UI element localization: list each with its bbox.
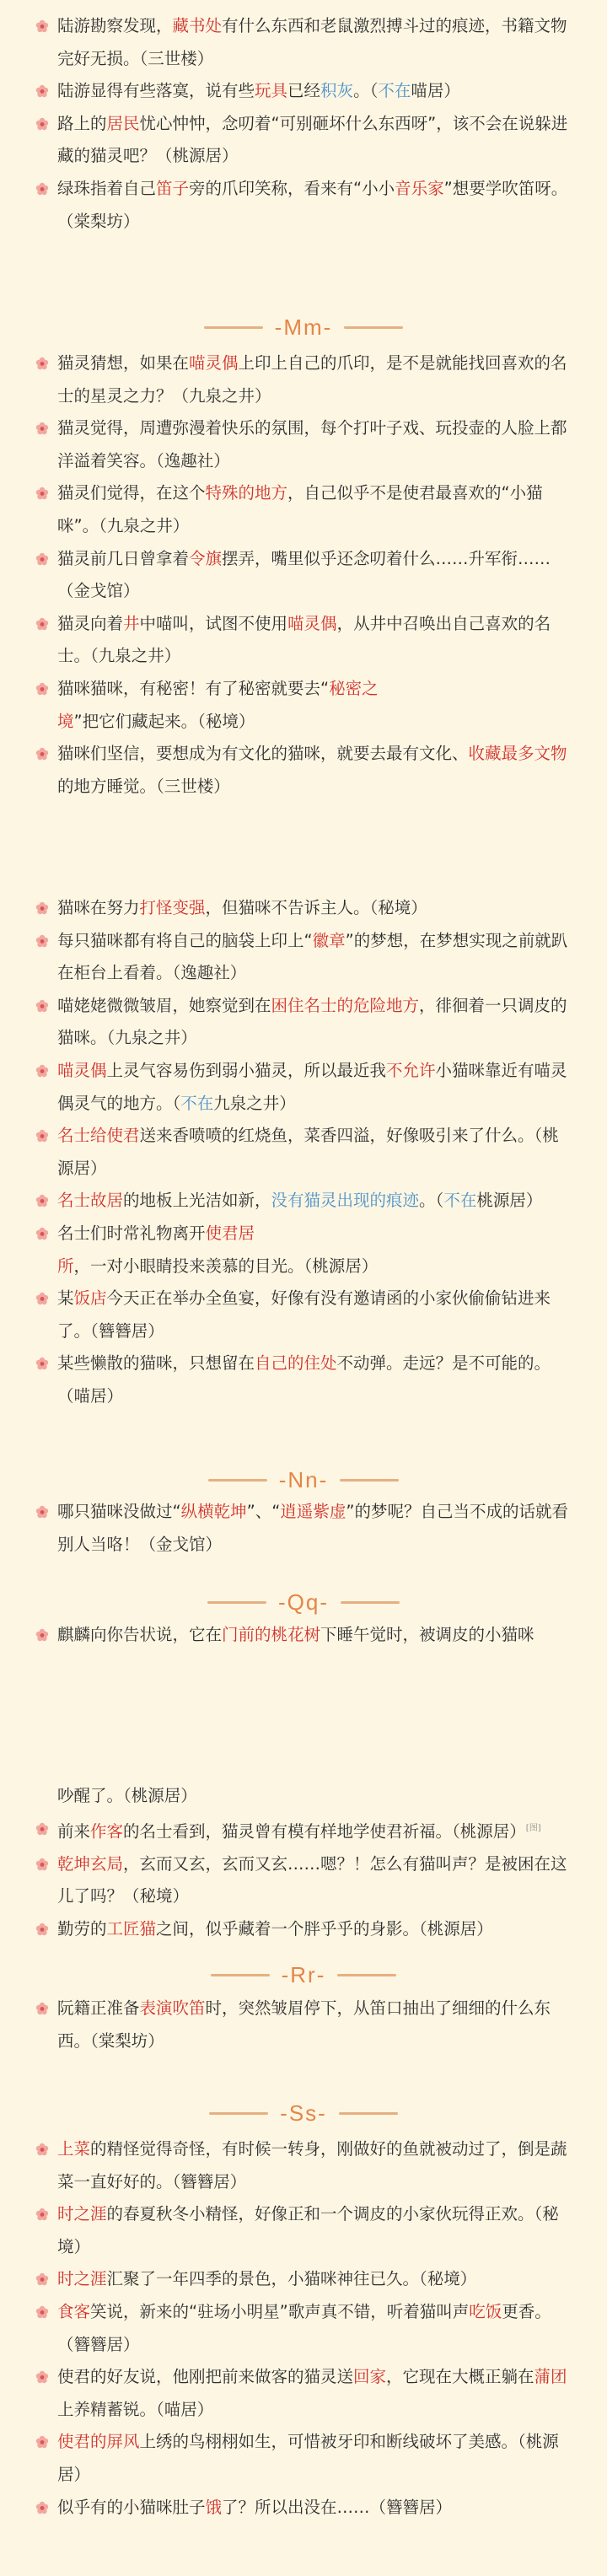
divider-line-left xyxy=(207,1601,266,1604)
entry-text: 有什么东西和老鼠激烈搏斗过的痕迹，书籍文物完好无损。（三世楼） xyxy=(57,16,567,68)
highlight-text: 喵灵偶 xyxy=(287,613,337,633)
flower-bullet-icon xyxy=(35,2305,49,2319)
flower-bullet-icon xyxy=(35,2501,49,2514)
entry-text: ，但猫咪不告诉主人。（秘境） xyxy=(205,898,427,917)
entry-text: 汇聚了一年四季的景色，小猫咪神往已久。（秘境） xyxy=(106,2269,477,2289)
list-item xyxy=(57,75,573,108)
highlight-text: 上菜 xyxy=(57,2139,91,2159)
entry-text: ，徘徊着一只调皮的猫咪。（九泉之井） xyxy=(57,995,567,1048)
entry-text: 中喵叫，试图不使用 xyxy=(139,613,288,633)
highlight-text: 居民 xyxy=(106,113,140,133)
entry-text: 已经 xyxy=(287,81,321,101)
entry-text: ，玄而又玄，玄而又玄……嗯？！怎么有猫叫声？是被困在这儿了吗？（秘境） xyxy=(57,1853,567,1906)
list-item xyxy=(57,1813,573,1848)
list-item xyxy=(57,1993,573,2057)
highlight-text: 井 xyxy=(123,613,140,633)
section-letter: -Ss- xyxy=(280,2100,327,2126)
entry-text: 阮籍正准备 xyxy=(57,1998,140,2018)
list-item xyxy=(57,173,573,238)
list-item xyxy=(57,925,573,990)
entry-text: 之间，似乎藏着一个胖乎乎的身影。（桃源居） xyxy=(156,1918,493,1939)
entry-text: 猫灵觉得，周遭弥漫着快乐的氛围，每个打叶子戏、玩投壶的人脸上都洋溢着笑容。（逸趣社） xyxy=(57,418,567,471)
highlight-text: 不允许 xyxy=(386,1060,436,1080)
entry-text: 上灵气容易伤到弱小猫灵，所以最近我 xyxy=(106,1060,387,1080)
list-item xyxy=(57,1120,573,1185)
entry-text: 九泉之井） xyxy=(213,1093,296,1113)
divider-line-right xyxy=(341,1601,400,1604)
flower-bullet-icon xyxy=(35,487,49,500)
list-item xyxy=(57,2492,573,2525)
list-item xyxy=(57,1185,573,1218)
entry-text: ，它现在大概正躺在 xyxy=(386,2367,534,2387)
highlight-text: 使君的屏风 xyxy=(57,2432,140,2452)
highlight-text: 玩具 xyxy=(255,81,288,101)
section-n xyxy=(0,1496,607,1561)
footnote-mark: [图] xyxy=(525,1823,541,1833)
flower-bullet-icon xyxy=(35,422,49,435)
flower-bullet-icon xyxy=(35,2370,49,2384)
list-item xyxy=(57,347,573,412)
highlight-text: 时之涯 xyxy=(57,2204,107,2224)
flower-bullet-icon xyxy=(35,1064,49,1078)
highlight-text: 自己的住处 xyxy=(255,1353,337,1374)
entry-text: ”想要学吹笛呀。（棠梨坊） xyxy=(57,178,568,231)
flower-bullet-icon xyxy=(35,1357,49,1370)
entry-text: 猫咪在努力 xyxy=(57,898,140,917)
entry-text: 忧心忡忡，念叨着“可别砸坏什么东西呀”，该不会在说躲进藏的猫灵吧？（桃源居） xyxy=(57,113,568,166)
entry-text: 猫灵猜想，如果在 xyxy=(57,353,190,373)
divider-line-left xyxy=(204,326,263,329)
section-q-continued xyxy=(0,1780,607,1945)
entry-text: 勤劳的 xyxy=(57,1918,107,1939)
highlight-text: 音乐家 xyxy=(395,178,444,198)
section-divider-nn xyxy=(0,1463,607,1497)
highlight-text: 喵灵偶 xyxy=(189,353,239,373)
entry-text: 吵醒了。（桃源居） xyxy=(57,1786,197,1805)
entry-text: 陆游勘察发现， xyxy=(57,16,173,35)
entry-text: 猫灵们觉得，在这个 xyxy=(57,483,206,503)
highlight-text: 困住名士的危险地方 xyxy=(271,995,420,1015)
section-q xyxy=(0,1619,607,1652)
entry-text: ，从井中召唤出自己喜欢的名士。（九泉之井） xyxy=(57,613,551,666)
list-item xyxy=(57,2133,573,2198)
list-item xyxy=(57,990,573,1055)
flower-bullet-icon xyxy=(35,999,49,1013)
highlight-text: 作客 xyxy=(90,1821,124,1842)
list-item xyxy=(57,738,573,803)
entry-text: 下睡午觉时，被调皮的小猫咪 xyxy=(320,1625,534,1644)
flower-bullet-icon xyxy=(35,1129,49,1143)
entry-text: 陆游显得有些落寞，说有些 xyxy=(57,81,255,101)
flower-bullet-icon xyxy=(35,357,49,370)
entry-text: 喵居） xyxy=(411,81,460,101)
entry-text: 的精怪觉得奇怪，有时候一转身，刚做好的鱼就被动过了，倒是蔬菜一直好好的。（簪簪居） xyxy=(57,2139,567,2191)
entry-text: 。（ xyxy=(419,1191,444,1211)
highlight-text: 喵灵偶 xyxy=(57,1060,107,1080)
flower-bullet-icon xyxy=(35,117,49,131)
entry-text: 某 xyxy=(57,1288,74,1309)
list-item xyxy=(57,1913,573,1946)
highlight-text: 秘密之境 xyxy=(57,678,379,731)
entry-text: 摆弄，嘴里似乎还念叨着什么……升军衔……（金戈馆） xyxy=(57,548,551,601)
flower-bullet-icon xyxy=(35,1505,49,1519)
flower-bullet-icon xyxy=(35,84,49,98)
highlight-text: 笛子 xyxy=(156,178,190,198)
list-item xyxy=(57,2263,573,2296)
section-m-continued xyxy=(0,892,607,1413)
entry-text: 猫咪猫咪，有秘密！有了秘密就要去“ xyxy=(57,678,330,698)
divider-line-right xyxy=(344,326,403,329)
list-item xyxy=(57,608,573,673)
divider-line-left xyxy=(208,1479,267,1482)
entry-text: ，自己似乎不是使君最喜欢的“小猫咪”。（九泉之井） xyxy=(57,483,543,535)
entry-text: ”把它们藏起来。（秘境） xyxy=(73,711,255,731)
entry-text: ”、“ xyxy=(246,1502,281,1521)
entry-text: 路上的 xyxy=(57,113,107,133)
flower-bullet-icon xyxy=(35,1628,49,1642)
entry-text: 绿珠指着自己 xyxy=(57,178,157,198)
list-item xyxy=(57,1619,573,1652)
list-item xyxy=(57,2361,573,2426)
flower-bullet-icon xyxy=(35,1822,49,1836)
highlight-text: 特殊的地方 xyxy=(205,483,288,503)
entry-text: 猫咪们坚信，要想成为有文化的猫咪，就要去最有文化、 xyxy=(57,744,469,764)
flower-bullet-icon xyxy=(35,682,49,696)
flower-bullet-icon xyxy=(35,552,49,566)
highlight-text: 吃饭 xyxy=(469,2301,502,2321)
list-item xyxy=(57,1496,573,1561)
flower-bullet-icon xyxy=(35,2143,49,2156)
highlight-text: 回家 xyxy=(353,2367,387,2387)
divider-line-right xyxy=(340,1479,399,1482)
entry-text: ”的梦呢？自己当不成的话就看别人当咯！（金戈馆） xyxy=(57,1502,568,1554)
section-letter: -Nn- xyxy=(278,1466,329,1492)
entry-text: 每只猫咪都有将自己的脑袋上印上“ xyxy=(57,930,313,950)
note-text: 积灰 xyxy=(320,81,354,101)
highlight-text: 令旗 xyxy=(189,548,223,568)
highlight-text: 饭店 xyxy=(73,1288,107,1309)
entry-text: 使君的好友说，他刚把前来做客的猫灵送 xyxy=(57,2367,354,2387)
entry-text: 哪只猫咪没做过“ xyxy=(57,1502,181,1521)
list-item xyxy=(57,2296,573,2361)
flower-bullet-icon xyxy=(35,1227,49,1240)
entry-text: 不动弹。走远？是不可能的。（喵居） xyxy=(57,1353,551,1406)
entry-text: 的春夏秋冬小精怪，好像正和一个调皮的小家伙玩得正欢。（秘境） xyxy=(57,2204,559,2256)
entry-text: 麒麟向你告状说，它在 xyxy=(57,1625,223,1644)
list-item xyxy=(57,108,573,173)
section-divider-mm xyxy=(0,310,607,344)
list-item xyxy=(57,477,573,542)
entry-text: 今天正在举办全鱼宴，好像有没有邀请函的小家伙偷偷钻进来了。（簪簪居） xyxy=(57,1288,551,1341)
section-letter: -Mm- xyxy=(274,314,333,340)
highlight-text: 打怪变强 xyxy=(139,898,206,917)
entry-text: ，一对小眼睛投来羡慕的目光。（桃源居） xyxy=(73,1256,379,1276)
highlight-text: 门前的桃花树 xyxy=(222,1625,321,1644)
flower-bullet-icon xyxy=(35,1292,49,1305)
highlight-text: 蒲团 xyxy=(534,2367,567,2387)
divider-line-right xyxy=(337,1974,396,1976)
flower-bullet-icon xyxy=(35,1194,49,1207)
entry-text: 时，突然皱眉停下，从笛口抽出了细细的什么东西。（棠梨坊） xyxy=(57,1998,551,2051)
entry-text: 上绣的鸟栩栩如生，可惜被牙印和断线破坏了美感。（桃源居） xyxy=(57,2432,559,2484)
highlight-text: 乾坤玄局 xyxy=(57,1853,124,1874)
flower-bullet-icon xyxy=(35,617,49,631)
entry-text: 小猫咪靠近有喵灵偶灵气的地方。（ xyxy=(57,1060,567,1113)
flower-bullet-icon xyxy=(35,934,49,948)
highlight-text: 使君居所 xyxy=(57,1223,255,1276)
entry-text: 的地方睡觉。（三世楼） xyxy=(57,776,230,796)
entry-text: 更香。（簪簪居） xyxy=(57,2301,551,2354)
entry-text: 送来香喷喷的红烧鱼，菜香四溢，好像吸引来了什么。（桃源居） xyxy=(57,1126,559,1178)
entry-text: 猫灵前几日曾拿着 xyxy=(57,548,190,568)
entry-text: 笑说，新来的“驻场小明星”歌声真不错，听着猫叫声 xyxy=(90,2301,470,2321)
list-item xyxy=(57,1283,573,1347)
entry-text: 桃源居） xyxy=(476,1191,543,1211)
list-item xyxy=(57,543,573,608)
flower-bullet-icon xyxy=(35,182,49,196)
entry-text: 。（ xyxy=(353,81,379,101)
flower-bullet-icon xyxy=(35,1858,49,1871)
section-r xyxy=(0,1993,607,2057)
highlight-text: 纵横乾坤 xyxy=(180,1502,247,1521)
entry-text: 前来 xyxy=(57,1821,91,1842)
section-letter: -Rr- xyxy=(281,1961,326,1987)
list-item xyxy=(57,1055,573,1120)
entry-text: 猫灵向着 xyxy=(57,613,124,633)
entry-text: 的名士看到，猫灵曾有模有样地学使君祈福。（桃源居） xyxy=(123,1821,526,1842)
highlight-text: 逍遥紫虚 xyxy=(280,1502,346,1521)
entry-text: 了？所以出没在……（簪簪居） xyxy=(222,2497,453,2517)
entry-text: 的地板上光洁如新， xyxy=(123,1191,271,1211)
flower-bullet-icon xyxy=(35,2272,49,2286)
highlight-text: 藏书处 xyxy=(172,16,223,35)
entry-text: 名士们时常礼物离开 xyxy=(57,1223,206,1243)
list-item xyxy=(57,10,573,75)
highlight-text: 工匠猫 xyxy=(106,1918,157,1939)
section-divider-rr xyxy=(0,1958,607,1992)
flower-bullet-icon xyxy=(35,747,49,761)
highlight-text: 饿 xyxy=(205,2497,223,2517)
divider-line-right xyxy=(339,2112,398,2115)
flower-bullet-icon xyxy=(35,2208,49,2221)
highlight-text: 名士故居 xyxy=(57,1191,124,1211)
flower-bullet-icon xyxy=(35,2435,49,2449)
flower-bullet-icon xyxy=(35,1923,49,1936)
list-item xyxy=(57,412,573,477)
entry-text: 某些懒散的猫咪，只想留在 xyxy=(57,1353,255,1374)
highlight-text: 徽章 xyxy=(312,930,346,950)
section-s xyxy=(0,2133,607,2524)
note-text: 不在 xyxy=(180,1093,214,1113)
entry-text: 上印上自己的爪印，是不是就能找回喜欢的名士的星灵之力？（九泉之井） xyxy=(57,353,567,406)
section-l-continued xyxy=(0,10,607,238)
list-item xyxy=(57,2198,573,2263)
section-divider-ss xyxy=(0,2096,607,2130)
section-divider-qq xyxy=(0,1585,607,1619)
list-item xyxy=(57,1347,573,1412)
list-item xyxy=(57,1218,573,1283)
highlight-text: 表演吹笛 xyxy=(139,1998,206,2018)
flower-bullet-icon xyxy=(35,19,49,33)
highlight-text: 收藏最多文物 xyxy=(468,744,567,764)
highlight-text: 食客 xyxy=(57,2301,91,2321)
list-item xyxy=(57,1848,573,1913)
note-text: 没有猫灵出现的痕迹 xyxy=(271,1191,420,1211)
flower-bullet-icon xyxy=(35,2002,49,2015)
entry-text: 旁的爪印笑称，看来有“小小 xyxy=(189,178,395,198)
list-item xyxy=(57,2426,573,2491)
list-item xyxy=(57,673,573,738)
entry-text: 喵姥姥微微皱眉，她察觉到在 xyxy=(57,995,271,1015)
entry-text: 上养精蓄锐。（喵居） xyxy=(57,2399,214,2419)
divider-line-left xyxy=(209,2112,268,2115)
entry-text: 似乎有的小猫咪肚子 xyxy=(57,2497,206,2517)
note-text: 不在 xyxy=(443,1191,477,1211)
section-m xyxy=(0,347,607,803)
divider-line-left xyxy=(211,1974,270,1976)
flower-bullet-icon xyxy=(35,901,49,915)
note-text: 不在 xyxy=(378,81,411,101)
highlight-text: 时之涯 xyxy=(57,2269,107,2289)
section-letter: -Qq- xyxy=(278,1589,329,1615)
list-item xyxy=(57,892,573,925)
entry-text: ”的梦想，在梦想实现之前就趴在柜台上看着。（逸趣社） xyxy=(57,930,568,983)
list-item xyxy=(57,1780,573,1813)
highlight-text: 名士给使君 xyxy=(57,1126,140,1146)
